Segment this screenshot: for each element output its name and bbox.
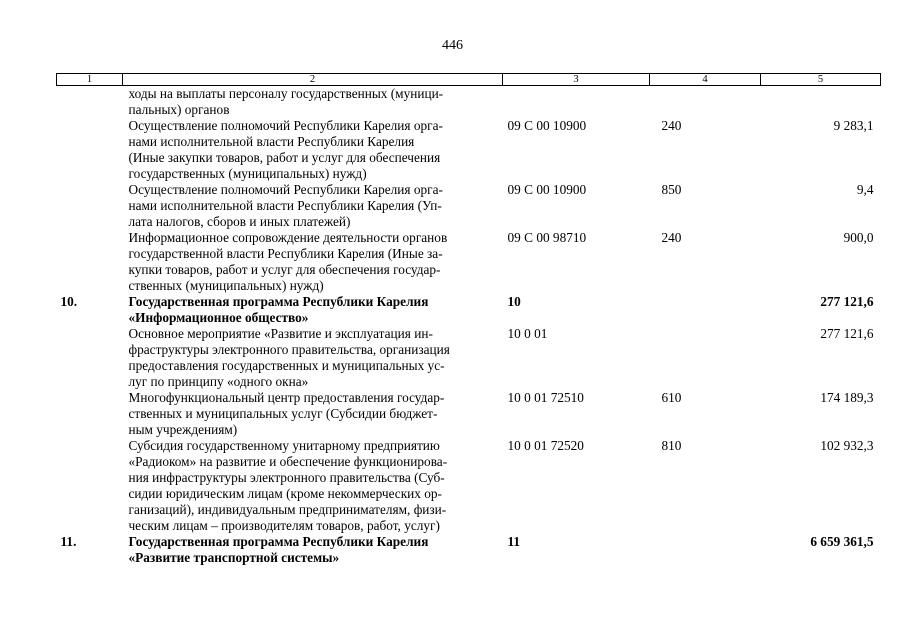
item-name-line: Государственная программа Республики Карелия [128, 534, 429, 549]
item-name-line: Осуществление полномочий Республики Карелия орга- [128, 182, 443, 197]
row-number-cell [57, 118, 123, 182]
expense-type-cell [650, 294, 761, 326]
item-name-cell [123, 326, 503, 390]
row-number-cell [57, 438, 123, 534]
item-name-cell [123, 182, 503, 230]
item-name-cell [123, 294, 503, 326]
item-name-line: ственных и муниципальных услуг (Субсидии бюджет- [128, 406, 438, 421]
row-number-cell [57, 182, 123, 230]
item-name-cell [123, 118, 503, 182]
target-code-cell [503, 86, 650, 119]
row-number-cell [57, 326, 123, 390]
amount-cell: 102 932,3 [820, 438, 874, 453]
table-row [57, 118, 881, 182]
item-name-line: ным учреждениям) [128, 422, 238, 437]
column-number-1: 1 [57, 74, 123, 86]
item-name-line: пальных) органов [128, 102, 230, 117]
amount-cell: 277 121,6 [820, 294, 874, 309]
item-name-line: Субсидия государственному унитарному предприятию [128, 438, 440, 453]
item-name-line: (Иные закупки товаров, работ и услуг для обеспечения [128, 150, 441, 165]
item-name-line: ходы на выплаты персоналу государственных (муници- [128, 86, 444, 101]
column-number-4: 4 [650, 74, 761, 86]
expense-type-cell [650, 86, 761, 119]
column-number-2: 2 [123, 74, 503, 86]
target-code-cell: 10 0 01 72520 [507, 438, 584, 453]
target-code-cell: 10 [507, 294, 521, 309]
row-number-cell [57, 86, 123, 119]
item-name-line: лата налогов, сборов и иных платежей) [128, 214, 351, 229]
row-number-cell: 10. [60, 294, 78, 309]
page-number: 446 [442, 38, 463, 53]
expense-type-cell [650, 534, 761, 566]
amount-cell: 9,4 [856, 182, 874, 197]
item-name-cell [123, 534, 503, 566]
table-row [57, 326, 881, 390]
row-number-cell [57, 230, 123, 294]
table-row [57, 230, 881, 294]
target-code-cell: 10 0 01 72510 [507, 390, 584, 405]
column-number-row [57, 74, 881, 86]
amount-cell: 277 121,6 [820, 326, 874, 341]
table-row [57, 86, 881, 119]
budget-table [56, 73, 881, 566]
item-name-line: государственных (муниципальных) нужд) [128, 166, 367, 181]
target-code-cell: 09 С 00 98710 [507, 230, 587, 245]
item-name-line: предоставления государственных и муниципальных ус- [128, 358, 445, 373]
item-name-line: купки товаров, работ и услуг для обеспечения государ- [128, 262, 441, 277]
item-name-cell [123, 86, 503, 119]
column-number-5: 5 [761, 74, 881, 86]
item-name-line: Основное мероприятие «Развитие и эксплуатация ин- [128, 326, 433, 341]
row-number-cell [57, 390, 123, 438]
item-name-line: «Информационное общество» [128, 310, 309, 325]
table-row [57, 390, 881, 438]
item-name-line: фраструктуры электронного правительства, организация [128, 342, 450, 357]
amount-cell: 174 189,3 [820, 390, 874, 405]
amount-cell: 900,0 [843, 230, 874, 245]
item-name-line: Осуществление полномочий Республики Карелия орга- [128, 118, 443, 133]
item-name-line: нами исполнительной власти Республики Карелия [128, 134, 415, 149]
table-row [57, 294, 881, 326]
amount-cell: 6 659 361,5 [810, 534, 874, 549]
item-name-cell [123, 230, 503, 294]
item-name-line: Информационное сопровождение деятельности органов [128, 230, 448, 245]
expense-type-cell: 240 [661, 230, 682, 245]
target-code-cell: 09 С 00 10900 [507, 118, 587, 133]
item-name-line: «Развитие транспортной системы» [128, 550, 340, 565]
item-name-line: Государственная программа Республики Карелия [128, 294, 429, 309]
amount-cell [761, 86, 881, 119]
row-number-cell: 11. [60, 534, 77, 549]
item-name-line: ственных (муниципальных) нужд) [128, 278, 324, 293]
expense-type-cell [650, 326, 761, 390]
item-name-line: Многофункциональный центр предоставления государ- [128, 390, 445, 405]
expense-type-cell: 810 [661, 438, 682, 453]
item-name-cell [123, 390, 503, 438]
amount-cell: 9 283,1 [833, 118, 874, 133]
table-row [57, 534, 881, 566]
target-code-cell: 10 0 01 [507, 326, 548, 341]
target-code-cell: 11 [507, 534, 521, 549]
table-row [57, 182, 881, 230]
item-name-line: ческим лицам – производителям товаров, работ, услуг) [128, 518, 440, 533]
expense-type-cell: 850 [661, 182, 682, 197]
item-name-cell [123, 438, 503, 534]
table-body [57, 86, 881, 567]
target-code-cell: 09 С 00 10900 [507, 182, 587, 197]
item-name-line: луг по принципу «одного окна» [128, 374, 309, 389]
item-name-line: нами исполнительной власти Республики Карелия (Уп- [128, 198, 442, 213]
expense-type-cell: 240 [661, 118, 682, 133]
item-name-line: ганизаций), индивидуальным предпринимателям, физи- [128, 502, 447, 517]
item-name-line: «Радиоком» на развитие и обеспечение функционирова- [128, 454, 448, 469]
item-name-line: сидии юридическим лицам (кроме некоммерческих ор- [128, 486, 442, 501]
expense-type-cell: 610 [661, 390, 682, 405]
item-name-line: государственной власти Республики Карелия (Иные за- [128, 246, 443, 261]
table-row [57, 438, 881, 534]
item-name-line: ния инфраструктуры электронного правительства (Суб- [128, 470, 445, 485]
column-number-3: 3 [503, 74, 650, 86]
